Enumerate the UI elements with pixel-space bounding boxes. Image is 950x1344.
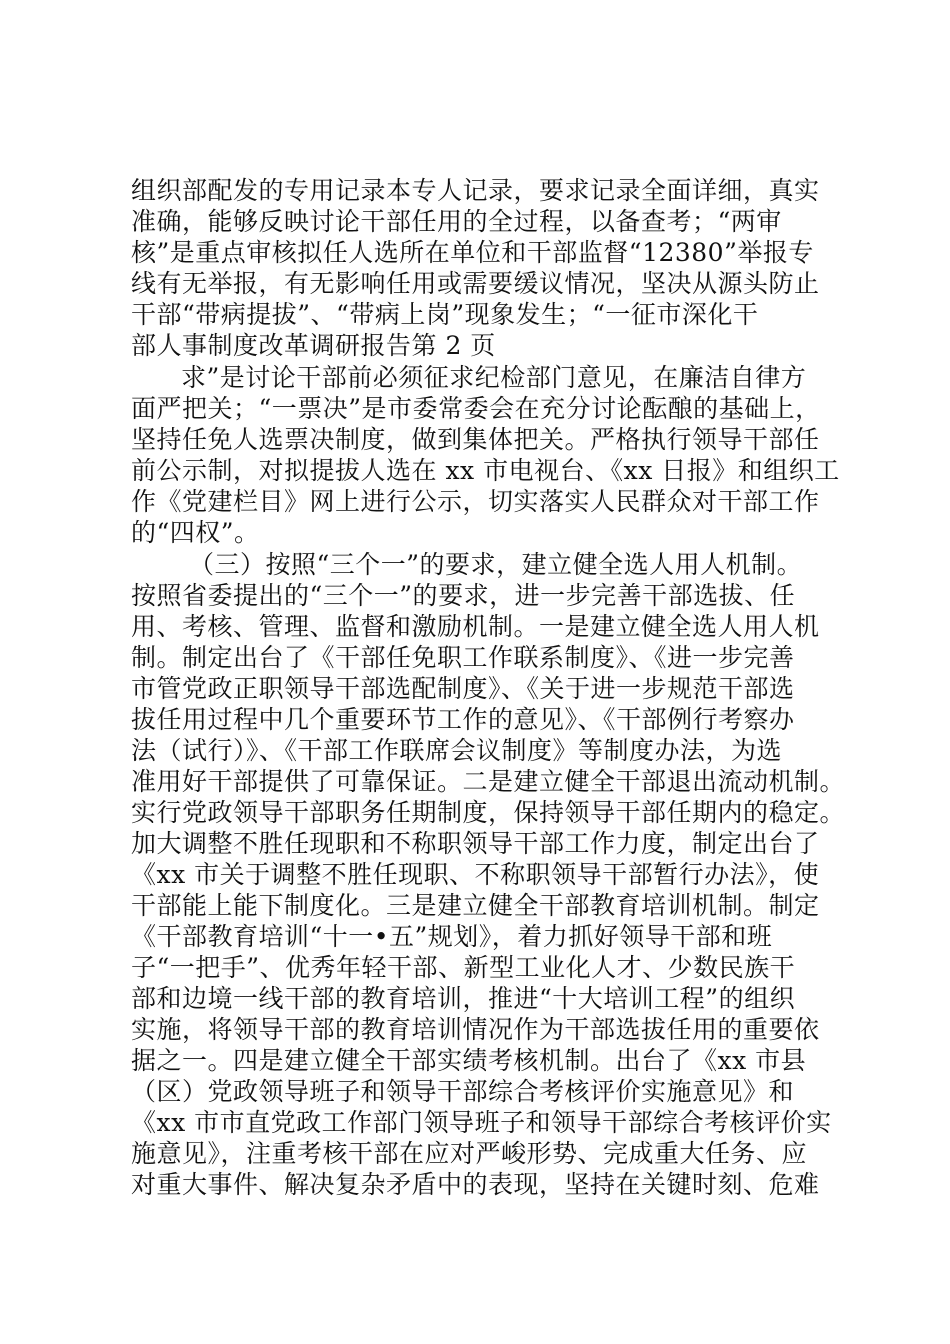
page-footer-text: 部人事制度改革调研报告第 2 页 (131, 331, 496, 360)
text-line: 核”是重点审核拟任人选所在单位和干部监督“12380”举报专 (131, 238, 814, 267)
text-line: 《xx 市市直党政工作部门领导班子和领导干部综合考核评价实 (131, 1108, 832, 1137)
text-line: 线有无举报，有无影响任用或需要缓议情况，坚决从源头防止 (131, 269, 820, 298)
text-line: 实施，将领导干部的教育培训情况作为干部选拔任用的重要依 (131, 1015, 820, 1044)
text-line: 坚持任免人选票决制度，做到集体把关。严格执行领导干部任 (131, 425, 820, 454)
text-line: 求”是讨论干部前必须征求纪检部门意见，在廉洁自律方 (181, 363, 807, 392)
text-line: 前公示制，对拟提拔人选在 xx 市电视台、《xx 日报》和组织工 (131, 456, 840, 485)
text-line: 拔任用过程中几个重要环节工作的意见》、《干部例行考察办 (131, 705, 795, 734)
text-line: 的“四权”。 (131, 518, 260, 547)
text-line: 加大调整不胜任现职和不称职领导干部工作力度，制定出台了 (131, 829, 820, 858)
text-line: 组织部配发的专用记录本专人记录，要求记录全面详细，真实 (131, 176, 820, 205)
text-line: 对重大事件、解决复杂矛盾中的表现，坚持在关键时刻、危难 (131, 1170, 820, 1199)
text-line: 按照省委提出的“三个一”的要求，进一步完善干部选拔、任 (131, 581, 796, 610)
text-line: 部和边境一线干部的教育培训，推进“十大培训工程”的组织 (131, 984, 796, 1013)
text-line: 《干部教育培训“十一•五”规划》，着力抓好领导干部和班 (131, 922, 773, 951)
text-line: 准确，能够反映讨论干部任用的全过程，以备查考；“两审 (131, 207, 782, 236)
text-line: 用、考核、管理、监督和激励机制。一是建立健全选人用人机 (131, 612, 820, 641)
text-line: 法（试行）》、《干部工作联席会议制度》等制度办法，为选 (131, 736, 783, 765)
text-line: 市管党政正职领导干部选配制度》、《关于进一步规范干部选 (131, 674, 795, 703)
text-line: 施意见》，注重考核干部在应对严峻形势、完成重大任务、应 (131, 1139, 808, 1168)
text-line: （区）党政领导班子和领导干部综合考核评价实施意见》和 (131, 1077, 795, 1106)
text-line: 据之一。四是建立健全干部实绩考核机制。出台了《xx 市县 (131, 1046, 807, 1075)
text-line: 子“一把手”、优秀年轻干部、新型工业化人才、少数民族干 (131, 953, 796, 982)
section-heading: （三）按照“三个一”的要求，建立健全选人用人机制。 (189, 550, 803, 579)
text-line: 作《党建栏目》网上进行公示，切实落实人民群众对干部工作 (131, 487, 820, 516)
text-line: 准用好干部提供了可靠保证。二是建立健全干部退出流动机制。 (131, 767, 846, 796)
text-line: 干部“带病提拔”、“带病上岗”现象发生；“一征市深化干 (131, 300, 759, 329)
text-line: 面严把关；“一票决”是市委常委会在充分讨论酝酿的基础上， (131, 394, 821, 423)
text-line: 制。制定出台了《干部任免职工作联系制度》、《进一步完善 (131, 643, 795, 672)
text-line: 《xx 市关于调整不胜任现职、不称职领导干部暂行办法》，使 (131, 860, 820, 889)
text-line: 实行党政领导干部职务任期制度，保持领导干部任期内的稳定。 (131, 798, 846, 827)
text-line: 干部能上能下制度化。三是建立健全干部教育培训机制。制定 (131, 891, 820, 920)
